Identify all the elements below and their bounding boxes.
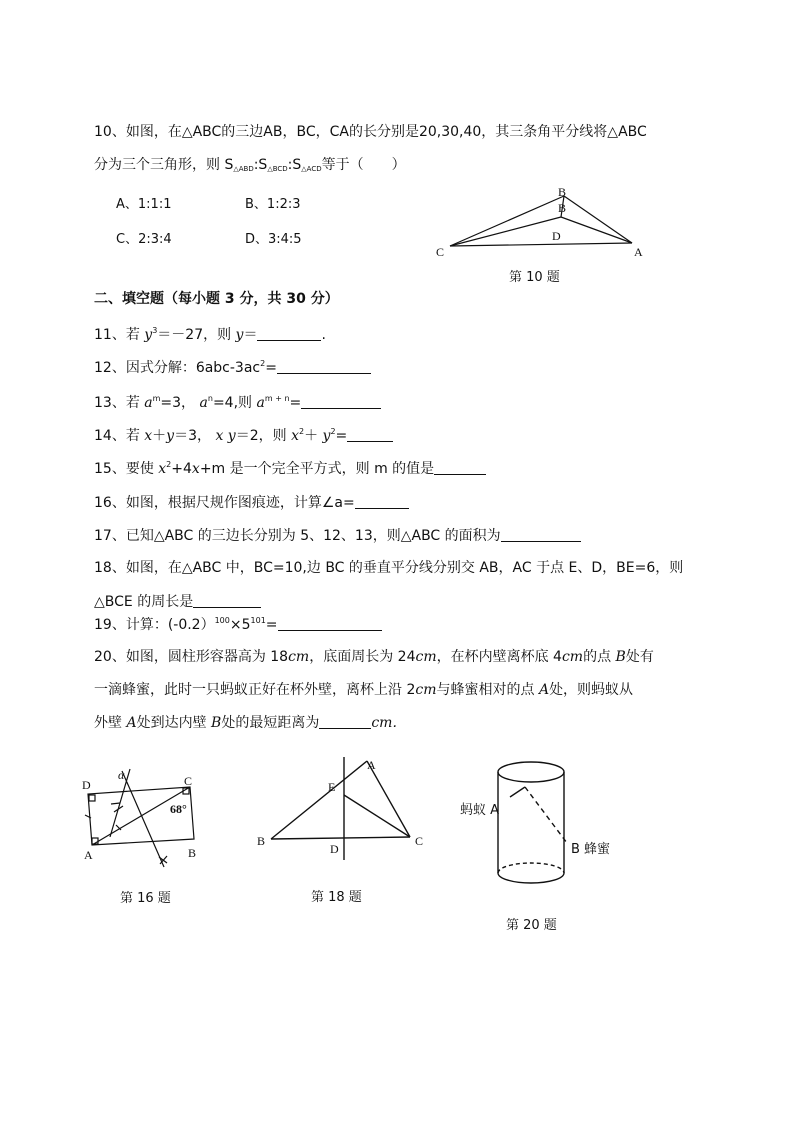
q12: 12、因式分解：$6abc-3ac^2=$ bbox=[94, 358, 371, 378]
q20-line3: 外壁 A处到达内壁 B处的最短距离为 cm. bbox=[94, 715, 397, 731]
q18-answer-blank[interactable] bbox=[193, 593, 261, 608]
label-a: A bbox=[84, 848, 93, 862]
q10-figure-caption: 第 10 题 bbox=[509, 270, 560, 285]
q10-option-c: C、2:3:4 bbox=[116, 232, 172, 247]
label-b-top: B bbox=[558, 185, 567, 199]
q11-answer-blank[interactable] bbox=[257, 326, 321, 341]
bisector-a bbox=[561, 217, 632, 243]
side-ba bbox=[564, 196, 632, 243]
segment-ec bbox=[344, 795, 410, 837]
label-e: E bbox=[328, 780, 336, 794]
q17: 17、已知△ABC 的三边长分别为 5、12、13，则△ABC 的面积为 bbox=[94, 526, 581, 546]
q11: 11、若 $y^3=-27$，则 y＝ . bbox=[94, 326, 326, 343]
q20-answer-blank[interactable] bbox=[319, 714, 371, 729]
label-d: D bbox=[330, 842, 339, 856]
q17-answer-blank[interactable] bbox=[501, 527, 581, 542]
q20-line2: 一滴蜂蜜，此时一只蚂蚁正好在杯外壁，离杯上沿 2cm与蜂蜜相对的点 A处，则蚂蚁从 bbox=[94, 682, 634, 698]
side-ca bbox=[450, 243, 632, 246]
q20-line1: 20、如图，圆柱形容器高为 18cm，底面周长为 24cm，在杯内壁离杯底 4cm的点 B处有 bbox=[94, 649, 654, 665]
q14: 14、若 x＋y＝3， x y＝2，则 $x^2+ y^2=$ bbox=[94, 426, 393, 446]
q10-option-d: D、3:4:5 bbox=[245, 232, 302, 247]
q16-answer-blank[interactable] bbox=[355, 494, 409, 509]
label-b: B bbox=[188, 846, 197, 860]
label-d: D bbox=[552, 229, 561, 243]
label-alpha: α bbox=[118, 768, 125, 782]
label-c: C bbox=[184, 774, 193, 788]
section-heading: 二、填空题（每小题 3 分，共 30 分） bbox=[94, 291, 339, 307]
cylinder-bottom-front bbox=[498, 873, 564, 883]
q19: 19、计算：$(-0.2)^{100}\times 5^{101}=$ bbox=[94, 615, 382, 635]
ant-path-outer bbox=[510, 787, 525, 797]
q15: 15、要使 $x^2+4x+m$ 是一个完全平方式，则 m 的值是 bbox=[94, 459, 486, 479]
fig16-construction-figure bbox=[80, 765, 220, 875]
q13-answer-blank[interactable] bbox=[301, 394, 381, 409]
label-b-mid: B bbox=[558, 201, 567, 215]
label-b: B bbox=[257, 834, 266, 848]
label-d: D bbox=[82, 778, 91, 792]
label-c: C bbox=[436, 245, 445, 259]
q13: 13、若 $a^m=3$， $a^n=4$,则 $a^{m + n}=$ bbox=[94, 393, 381, 413]
fig18-triangle-figure bbox=[255, 755, 445, 865]
diagonal-ac bbox=[92, 787, 190, 845]
q19-answer-blank[interactable] bbox=[278, 616, 382, 631]
label-angle: 68° bbox=[170, 802, 187, 816]
fig16-caption: 第 16 题 bbox=[120, 891, 171, 906]
side-bc bbox=[271, 837, 410, 839]
fig20-cylinder-figure bbox=[495, 757, 615, 887]
q14-answer-blank[interactable] bbox=[347, 427, 393, 442]
q18-line1: 18、如图，在△ABC 中，BC=10,边 BC 的垂直平分线分别交 AB，AC 于点 E、D，BE=6，则 bbox=[94, 560, 684, 576]
label-a: A bbox=[367, 758, 376, 772]
cylinder-bottom-back bbox=[498, 863, 564, 873]
ant-path-inner bbox=[525, 787, 567, 843]
tick-1 bbox=[111, 803, 120, 804]
q10-line1: 10、如图，在△ABC的三边AB，BC，CA的长分别是20,30,40，其三条角平分线将△ABC bbox=[94, 124, 647, 140]
q10-option-b: B、1:2:3 bbox=[245, 197, 301, 212]
angle-bisector bbox=[122, 771, 164, 867]
q10-triangle-figure bbox=[430, 182, 650, 262]
label-c: C bbox=[415, 834, 424, 848]
fig20-caption: 第 20 题 bbox=[506, 918, 557, 933]
q15-answer-blank[interactable] bbox=[434, 460, 486, 475]
q10-option-a: A、1:1:1 bbox=[116, 197, 172, 212]
cylinder-top bbox=[498, 762, 564, 782]
label-a: A bbox=[634, 245, 643, 259]
side-ac bbox=[367, 761, 410, 837]
q12-answer-blank[interactable] bbox=[277, 359, 371, 374]
fig20-honey-label: B 蜂蜜 bbox=[571, 842, 611, 857]
fig20-ant-label: 蚂蚁 A bbox=[460, 803, 500, 818]
q16: 16、如图，根据尺规作图痕迹，计算∠a= bbox=[94, 493, 409, 513]
q10-line2: 分为三个三角形，则 $S_{\triangle ABD}:S_{\triangle BCD}:S_{\triangle ACD}$等于（ ） bbox=[94, 157, 406, 173]
right-angle-d bbox=[89, 795, 95, 801]
fig18-caption: 第 18 题 bbox=[311, 890, 362, 905]
q18-line2: △BCE 的周长是 bbox=[94, 592, 261, 612]
